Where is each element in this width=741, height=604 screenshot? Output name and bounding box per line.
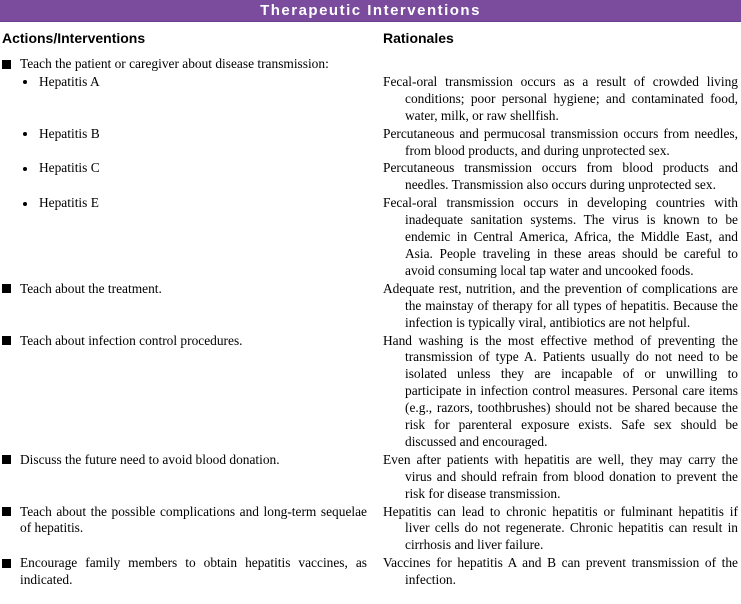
dot-bullet-icon <box>23 167 27 171</box>
table-row <box>2 452 741 503</box>
square-bullet-icon <box>2 559 11 568</box>
rationale-text: Fecal-oral transmission occurs in developing countries with inadequate sanitation systems. The virus is known to be endemic in Central America, Africa, the Middle East, and Asia. People traveling in these areas should be careful to avoid consuming local tap water and uncooked foods. <box>383 195 738 278</box>
table-row <box>2 74 741 125</box>
dot-bullet-icon <box>23 132 27 136</box>
rationales-column-header: Rationales <box>383 30 454 46</box>
table-row <box>2 555 741 589</box>
action-cell <box>2 195 373 280</box>
square-bullet-icon <box>2 336 11 345</box>
action-text: Hepatitis A <box>39 73 100 89</box>
rationale-text: Fecal-oral transmission occurs as a result of crowded living conditions; poor personal hygiene; and contaminated food, water, milk, or raw shellfish. <box>383 73 738 123</box>
action-text: Teach the patient or caregiver about disease transmission: <box>20 56 329 71</box>
action-text: Hepatitis B <box>39 125 100 141</box>
action-cell <box>2 160 373 194</box>
square-bullet-icon <box>2 284 11 293</box>
column-headers-row <box>0 22 741 47</box>
action-cell <box>2 333 373 451</box>
table-title: Therapeutic Interventions <box>260 1 481 19</box>
action-cell <box>2 452 373 503</box>
rationale-text: Hepatitis can lead to chronic hepatitis or fulminant hepatitis if liver cells do not regenerate. Chronic hepatitis can result in cirrhosis and liver failure. <box>383 503 738 553</box>
rationale-text <box>383 56 738 73</box>
action-cell <box>2 126 373 160</box>
action-text: Teach about infection control procedures. <box>20 332 243 348</box>
table-row <box>2 281 741 332</box>
square-bullet-icon <box>2 60 11 69</box>
table-row <box>2 126 741 160</box>
action-text: Hepatitis C <box>39 160 100 176</box>
table-row <box>2 333 741 451</box>
action-cell <box>2 74 373 125</box>
action-text: Teach about the possible complications and long-term sequelae of hepatitis. <box>20 503 367 536</box>
action-text: Hepatitis E <box>39 195 99 211</box>
action-text: Teach about the treatment. <box>20 280 162 296</box>
rationale-text: Even after patients with hepatitis are well, they may carry the virus and should refrain from blood donation to prevent the risk for disease transmission. <box>383 451 738 501</box>
action-cell <box>2 504 373 555</box>
action-cell <box>2 56 373 73</box>
dot-bullet-icon <box>23 80 27 84</box>
rationale-text: Adequate rest, nutrition, and the prevention of complications are the mainstay of therapy for all types of hepatitis. Because the infection is typically viral, antibiotics are not helpful. <box>383 280 738 330</box>
action-cell <box>2 555 373 589</box>
action-cell <box>2 281 373 332</box>
action-text: Encourage family members to obtain hepatitis vaccines, as indicated. <box>20 555 367 588</box>
table-row <box>2 56 741 73</box>
rationale-text: Percutaneous and permucosal transmission occurs from needles, from blood products, and during unprotected sex. <box>383 125 738 158</box>
square-bullet-icon <box>2 507 11 516</box>
action-text: Discuss the future need to avoid blood donation. <box>20 451 280 467</box>
dot-bullet-icon <box>23 202 27 206</box>
square-bullet-icon <box>2 455 11 464</box>
table-title-bar <box>0 0 741 22</box>
actions-column-header: Actions/Interventions <box>2 30 146 46</box>
rationale-text: Percutaneous transmission occurs from blood products and needles. Transmission also occurs during unprotected sex. <box>383 160 738 193</box>
rationale-text: Hand washing is the most effective method of preventing the transmission of type A. Patients usually do not need to be isolated unless they are incapable of or unwilling to participate in infection control measures. Personal care items (e.g., razors, toothbrushes) should not be shared because the risk for parenteral exposure exists. Safe sex should be discussed and encouraged. <box>383 332 738 449</box>
rationale-text: Vaccines for hepatitis A and B can prevent transmission of the infection. <box>383 555 738 588</box>
table-body <box>0 47 741 589</box>
table-row <box>2 504 741 555</box>
table-row <box>2 160 741 194</box>
table-row <box>2 195 741 280</box>
